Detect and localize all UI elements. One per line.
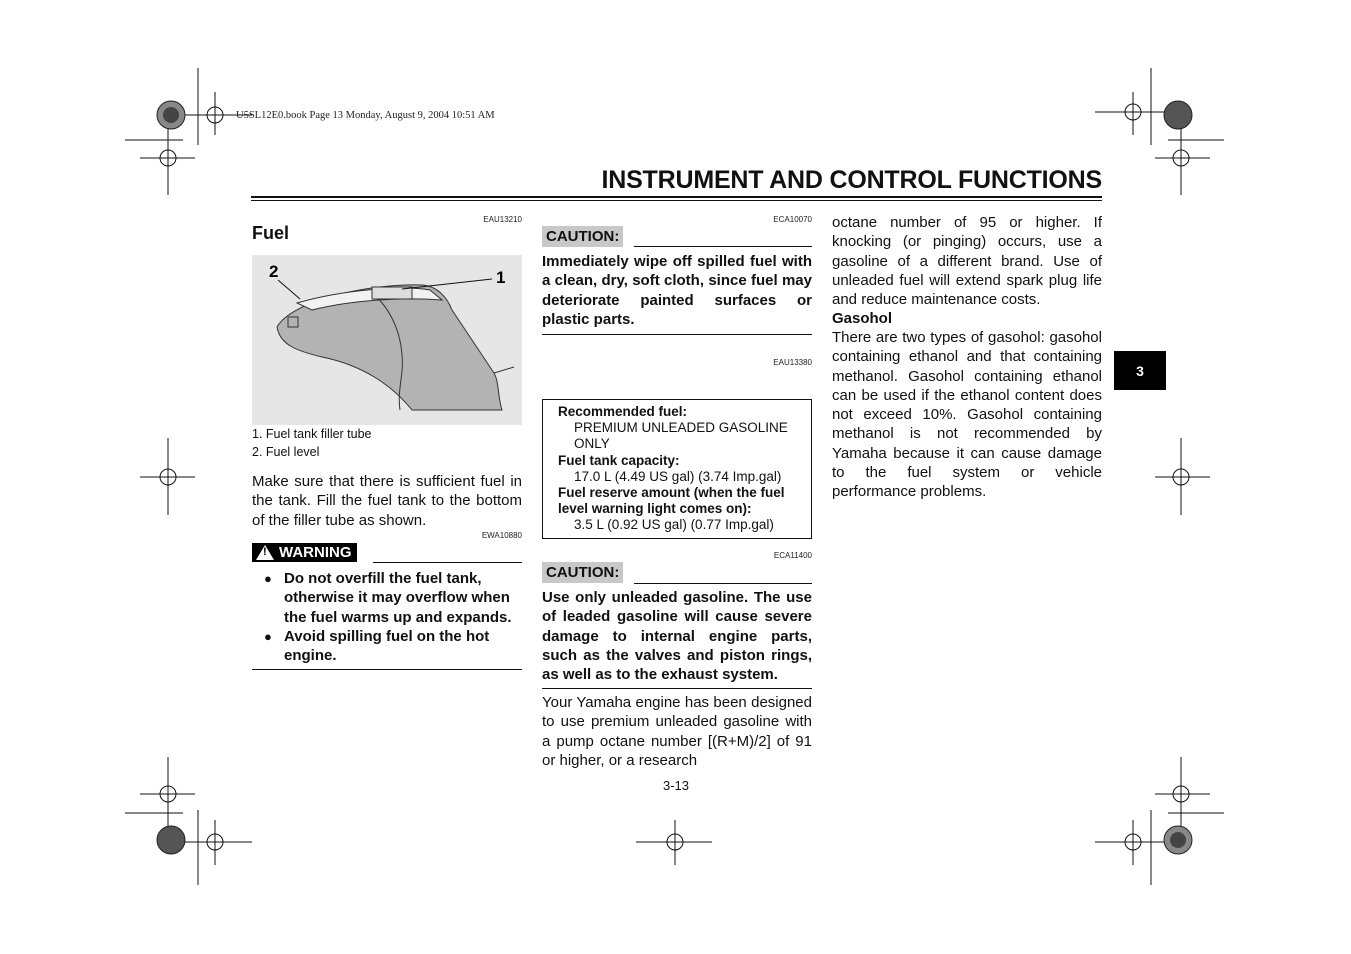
- warning-end-rule: [252, 669, 522, 670]
- chapter-tab: [1114, 351, 1166, 390]
- title-rule: [251, 196, 1102, 198]
- fuel-tank-figure: [252, 255, 522, 425]
- bullet-icon: ●: [264, 628, 272, 644]
- warning-rule: [373, 562, 522, 563]
- spec-label-tank-capacity: Fuel tank capacity:: [558, 452, 680, 468]
- ref-code: EAU13210: [483, 215, 522, 224]
- warning-triangle-icon: [256, 545, 274, 560]
- warning-text: WARNING: [279, 544, 352, 561]
- ref-code: ECA10070: [773, 215, 812, 224]
- list-item: [252, 627, 522, 666]
- fuel-tank-illustration: [252, 255, 522, 425]
- list-item: [252, 569, 522, 627]
- figure-caption-2: 2. Fuel level: [252, 445, 320, 459]
- spec-value-recommended-fuel: PREMIUM UNLEADED GASOLINE ONLY: [574, 420, 788, 452]
- warning-item-text: Do not overfill the fuel tank, otherwise it may overflow when the fuel warms up and expands.: [284, 570, 512, 626]
- octane-paragraph-cont: octane number of 95 or higher. If knocking (or pinging) occurs, use a gasoline of a different brand. Use of unleaded fuel will extend spark plug life and reduce maintenance costs.: [832, 214, 1102, 309]
- caution-rule: [634, 246, 812, 247]
- gasohol-paragraph: There are two types of gasohol: gasohol containing ethanol and that containing methanol. Gasohol containing ethanol can be used if the ethanol content does not exceed 10%. Gasohol containing methanol is not recommended by Yamaha because it can cause damage to the fuel system or vehicle performance problems.: [832, 329, 1102, 501]
- spec-value-tank-capacity: 17.0 L (4.49 US gal) (3.74 Imp.gal): [574, 468, 782, 484]
- caution-end-rule: [542, 688, 812, 689]
- caution-text: Immediately wipe off spilled fuel with a clean, dry, soft cloth, since fuel may deteriorate painted surfaces or plastic parts.: [542, 253, 812, 328]
- callout-1: 1: [496, 268, 506, 287]
- ref-code: ECA11400: [773, 551, 812, 560]
- spec-label-recommended-fuel: Recommended fuel:: [558, 404, 688, 419]
- chapter-number: 3: [1136, 362, 1144, 379]
- gasohol-heading: Gasohol: [832, 310, 893, 327]
- warning-label: [252, 543, 357, 562]
- spec-label-reserve: Fuel reserve amount (when the fuel level warning light comes on):: [558, 485, 785, 517]
- caution-label: CAUTION:: [542, 226, 623, 247]
- warning-list: [252, 569, 522, 665]
- callout-2: 2: [269, 262, 279, 281]
- warning-item-text: Avoid spilling fuel on the hot engine.: [284, 627, 490, 665]
- section-heading-fuel: Fuel: [252, 223, 290, 243]
- spec-value-reserve: 3.5 L (0.92 US gal) (0.77 Imp.gal): [574, 517, 774, 533]
- page-number: 3-13: [663, 778, 690, 793]
- octane-paragraph: Your Yamaha engine has been designed to use premium unleaded gasoline with a pump octane number [(R+M)/2] of 91 or higher, or a research: [542, 694, 812, 769]
- page-title: INSTRUMENT AND CONTROL FUNCTIONS: [601, 166, 1102, 194]
- caution-rule: [634, 583, 812, 584]
- caution-label: CAUTION:: [542, 562, 623, 583]
- title-rule-thin: [251, 200, 1102, 201]
- ref-code: EAU13380: [773, 358, 812, 367]
- figure-caption-1: 1. Fuel tank filler tube: [252, 427, 372, 441]
- print-file-info: U5SL12E0.book Page 13 Monday, August 9, 2004 10:51 AM: [236, 110, 495, 121]
- caution-text: Use only unleaded gasoline. The use of leaded gasoline will cause severe damage to internal engine parts, such as the valves and piston rings, as well as to the exhaust system.: [542, 589, 812, 684]
- bullet-icon: ●: [264, 571, 272, 586]
- fuel-spec-box: [542, 399, 812, 539]
- caution-end-rule: [542, 334, 812, 335]
- fuel-paragraph: Make sure that there is sufficient fuel in the tank. Fill the fuel tank to the bottom of the filler tube as shown.: [252, 473, 522, 529]
- ref-code: EWA10880: [481, 531, 522, 540]
